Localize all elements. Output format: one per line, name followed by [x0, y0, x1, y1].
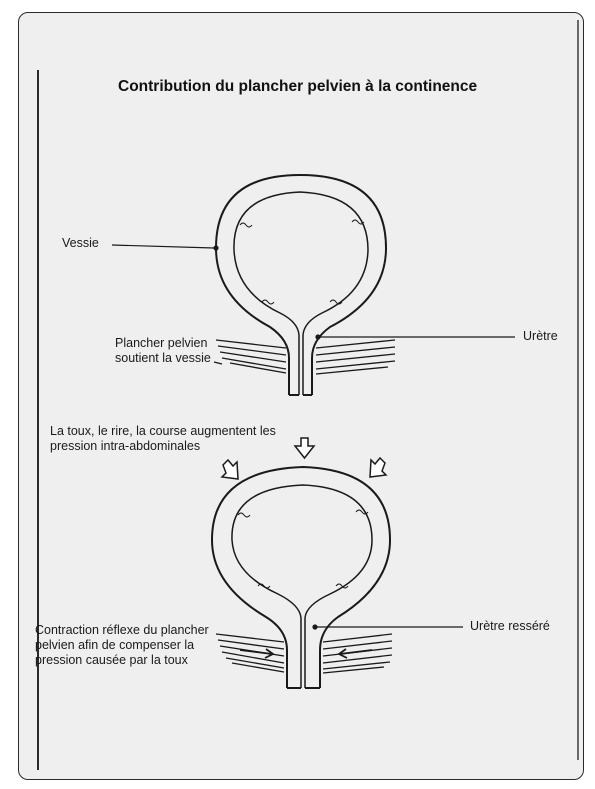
- label-contraction-line1: Contraction réflexe du plancher: [35, 623, 209, 637]
- label-contraction-line2: pelvien afin de compenser la: [35, 638, 195, 652]
- down-left-arrow-outline-icon: [370, 458, 386, 477]
- down-arrow-outline-icon: [295, 438, 314, 458]
- bladder-top-inner-wall: [234, 192, 368, 395]
- down-right-arrow-outline-icon: [222, 460, 238, 479]
- label-urethra: Urètre: [523, 329, 558, 343]
- label-contraction-line3: pression causée par la toux: [35, 653, 188, 667]
- pelvic-floor-top: [216, 340, 395, 374]
- pelvic-floor-bottom-left: [216, 634, 284, 672]
- label-pelvic-floor-line1: Plancher pelvien: [115, 336, 208, 350]
- label-bladder: Vessie: [62, 236, 99, 250]
- pelvic-floor-bottom-right: [323, 634, 392, 673]
- label-pressure-line1: La toux, le rire, la course augmentent les: [50, 424, 276, 438]
- leader-lines-bottom: [313, 625, 463, 629]
- pressure-arrows: [222, 438, 386, 479]
- pelvic-floor-top-right: [316, 340, 395, 374]
- pelvic-floor-bottom: [216, 634, 392, 673]
- label-pressure-line2: pression intra-abdominales: [50, 439, 201, 453]
- pelvic-floor-top-left: [216, 340, 286, 373]
- contraction-arrow-right-icon: [339, 649, 372, 658]
- label-pelvic-floor-line2: soutient la vessie: [115, 351, 211, 365]
- diagram-title: Contribution du plancher pelvien à la continence: [118, 78, 478, 95]
- label-urethra-tight: Urètre resséré: [470, 619, 550, 633]
